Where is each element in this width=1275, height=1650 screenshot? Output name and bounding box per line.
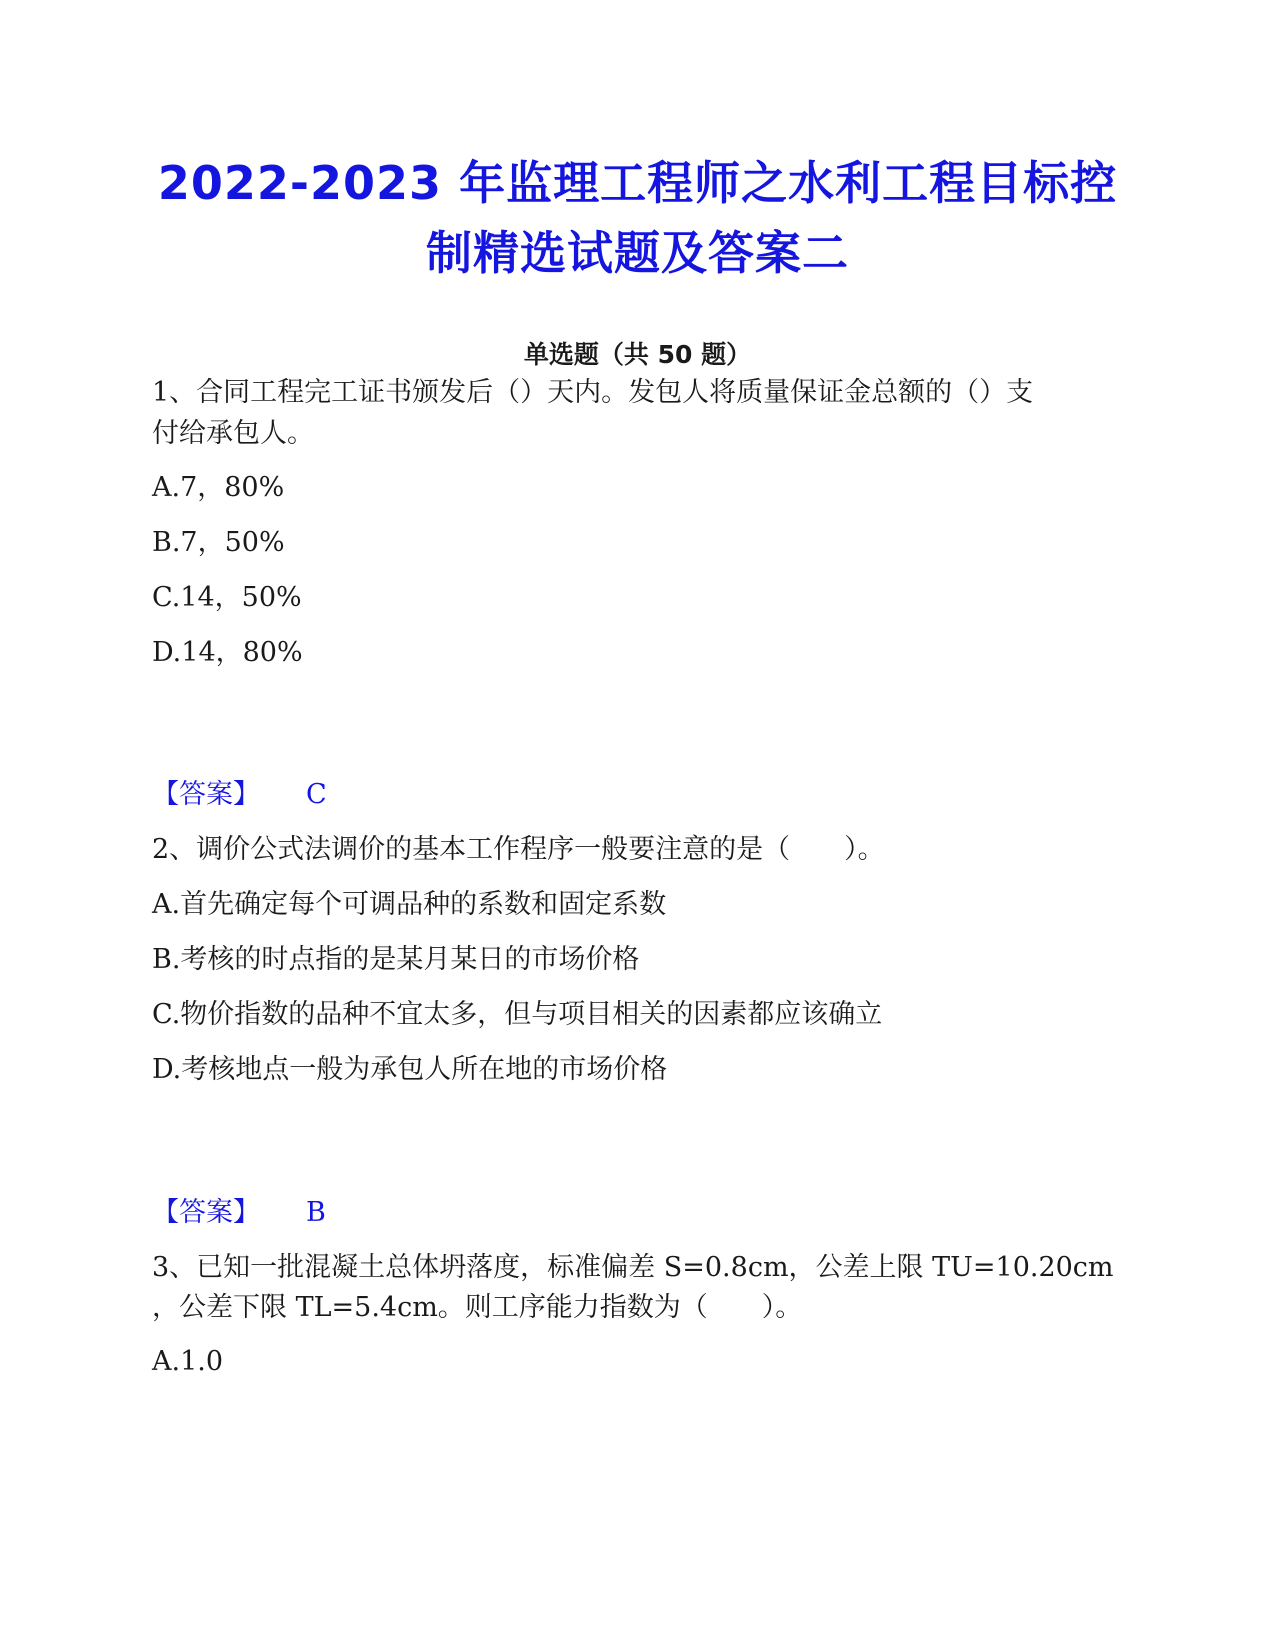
section-heading: 单选题（共 50 题）: [523, 340, 752, 369]
question-3-option-a: A.1.0: [152, 1346, 224, 1377]
answer-value: B: [306, 1197, 326, 1228]
question-2-option-d: D.考核地点一般为承包人所在地的市场价格: [152, 1054, 668, 1085]
answer-value: C: [306, 779, 327, 810]
document-title-line-1: 2022-2023 年监理工程师之水利工程目标控: [157, 156, 1118, 210]
document-title-line-2: 制精选试题及答案二: [426, 226, 849, 280]
answer-label: 【答案】: [152, 779, 260, 810]
question-1-option-a: A.7，80%: [152, 472, 285, 503]
question-3-text-line-1: 3、已知一批混凝土总体坍落度，标准偏差 S=0.8cm，公差上限 TU=10.20cm: [152, 1252, 1114, 1283]
question-1-text-line-2: 付给承包人。: [152, 418, 314, 449]
question-1-text-line-1: 1、合同工程完工证书颁发后（）天内。发包人将质量保证金总额的（）支: [152, 377, 1034, 408]
question-3-text-line-2: ，公差下限 TL=5.4cm。则工序能力指数为（ ）。: [152, 1292, 803, 1323]
question-1-answer: [152, 777, 327, 813]
question-1-option-d: D.14，80%: [152, 637, 303, 668]
answer-label: 【答案】: [152, 1197, 260, 1228]
question-2-option-a: A.首先确定每个可调品种的系数和固定系数: [152, 889, 667, 920]
question-2-option-c: C.物价指数的品种不宜太多，但与项目相关的因素都应该确立: [152, 999, 883, 1030]
question-1-option-b: B.7，50%: [152, 527, 285, 558]
question-2-text-line-1: 2、调价公式法调价的基本工作程序一般要注意的是（ ）。: [152, 834, 885, 865]
question-1-option-c: C.14，50%: [152, 582, 302, 613]
question-2-answer: [152, 1195, 326, 1231]
question-2-option-b: B.考核的时点指的是某月某日的市场价格: [152, 944, 640, 975]
